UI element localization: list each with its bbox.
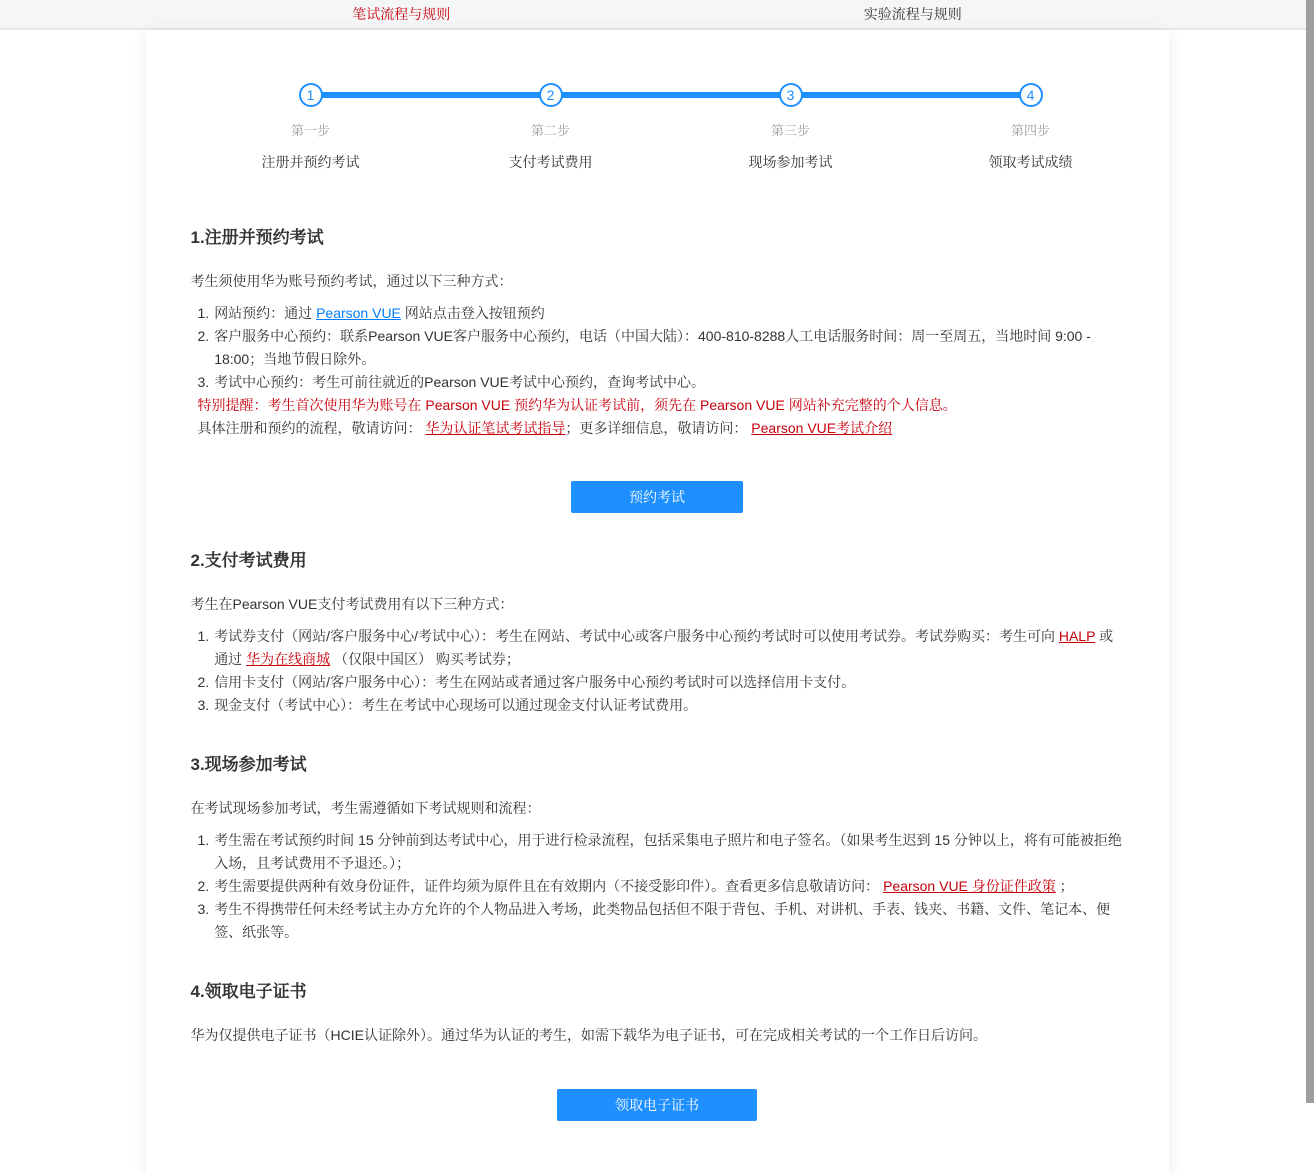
step-2-name: 支付考试费用 xyxy=(508,154,593,170)
list-item-text: 考生不得携带任何未经考试主办方允许的个人物品进入考场，此类物品包括但不限于背包、手机、对讲机、手表、钱夹、书籍、文件、笔记本、便签、纸张等。 xyxy=(214,901,1111,940)
list-item xyxy=(198,671,1124,694)
section-3-intro: 在考试现场参加考试，考生需遵循如下考试规则和流程： xyxy=(190,800,541,816)
huawei-online-store-link[interactable]: 华为在线商城 xyxy=(246,651,331,667)
scrollbar[interactable] xyxy=(1306,0,1314,1103)
tab-written-exam-process[interactable]: 笔试流程与规则 xyxy=(352,6,451,22)
text-segment: 考试券支付（网站/客户服务中心/考试中心）：考生在网站、考试中心或客户服务中心预约考试时可以使用考试券。考试券购买：考生可向 xyxy=(214,628,1059,644)
get-certificate-button[interactable]: 领取电子证书 xyxy=(557,1089,757,1121)
text-segment: 或通过 xyxy=(214,628,1114,667)
step-2 xyxy=(431,83,671,172)
text-segment: 考生需要提供两种有效身份证件，证件均须为原件且在有效期内（不接受影印件）。查看更多信息敬请访问： xyxy=(214,878,884,894)
step-4 xyxy=(911,83,1151,172)
content-card xyxy=(146,30,1169,1174)
list-item-text xyxy=(214,625,1123,671)
list-item-number: 1. xyxy=(197,305,210,321)
section-1-intro: 考生须使用华为账号预约考试，通过以下三种方式： xyxy=(190,273,513,289)
step-2-label: 第二步 xyxy=(530,123,570,138)
text-segment: 具体注册和预约的流程，敬请访问： xyxy=(197,420,426,436)
book-exam-button[interactable]: 预约考试 xyxy=(571,481,743,513)
section-1-list xyxy=(198,302,1124,394)
list-item xyxy=(198,875,1124,898)
exam-steps-progress xyxy=(191,83,1151,172)
step-3 xyxy=(671,83,911,172)
stepper-circles-row xyxy=(191,83,1151,172)
list-item-text: 考生需在考试预约时间 15 分钟前到达考试中心，用于进行检录流程，包括采集电子照片和电子签名。（如果考生迟到 15 分钟以上，将有可能被拒绝入场，且考试费用不予退还。）； xyxy=(214,832,1122,871)
step-1-circle: 1 xyxy=(299,83,323,107)
list-item-text xyxy=(214,302,1123,325)
id-policy-link[interactable]: Pearson VUE 身份证件政策 xyxy=(883,878,1056,894)
section-4-intro: 华为仅提供电子证书（HCIE认证除外）。通过华为认证的考生，如需下载华为电子证书，可在完成相关考试的一个工作日后访问。 xyxy=(190,1027,987,1043)
list-item-number: 3. xyxy=(197,374,210,390)
list-item-text xyxy=(214,875,1123,898)
step-3-label: 第三步 xyxy=(770,123,810,138)
text-segment: ； xyxy=(1055,878,1074,894)
list-item xyxy=(198,898,1124,944)
list-item-number: 1. xyxy=(197,832,210,848)
text-segment: 网站预约：通过 xyxy=(214,305,317,321)
text-segment: ；更多详细信息，敬请访问： xyxy=(565,420,752,436)
special-reminder-text: 特别提醒：考生首次使用华为账号在 Pearson VUE 预约华为认证考试前，须先在 Pearson VUE 网站补充完整的个人信息。 xyxy=(197,397,957,413)
list-item xyxy=(198,829,1124,875)
list-item-number: 2. xyxy=(197,878,210,894)
section-4-heading: 4.领取电子证书 xyxy=(190,982,307,1001)
step-4-circle: 4 xyxy=(1019,83,1043,107)
top-tab-bar-inner xyxy=(146,0,1169,28)
text-segment: （仅限中国区） 购买考试券； xyxy=(330,651,520,667)
pearson-vue-link[interactable]: Pearson VUE xyxy=(316,305,401,321)
step-4-name: 领取考试成绩 xyxy=(988,154,1073,170)
list-item xyxy=(198,302,1124,325)
halp-link[interactable]: HALP xyxy=(1058,628,1096,644)
step-2-circle: 2 xyxy=(539,83,563,107)
list-item-number: 1. xyxy=(197,628,210,644)
step-4-label: 第四步 xyxy=(1010,123,1050,138)
step-1-name: 注册并预约考试 xyxy=(261,154,360,170)
list-item xyxy=(198,625,1124,671)
list-item-number: 2. xyxy=(197,674,210,690)
step-1-label: 第一步 xyxy=(290,123,330,138)
pearson-vue-intro-link[interactable]: Pearson VUE考试介绍 xyxy=(751,420,893,436)
step-3-circle: 3 xyxy=(779,83,803,107)
list-item-text: 客户服务中心预约：联系Pearson VUE客户服务中心预约，电话（中国大陆）：400-810-8288人工电话服务时间：周一至周五，当地时间 9:00 - 18:00；当地节假日除外。 xyxy=(214,328,1091,367)
list-item-text: 现金支付（考试中心）：考生在考试中心现场可以通过现金支付认证考试费用。 xyxy=(214,697,698,713)
registration-guide-line xyxy=(198,417,1124,440)
section-2-list xyxy=(198,625,1124,717)
section-1-heading: 1.注册并预约考试 xyxy=(190,228,324,247)
top-tab-bar xyxy=(0,0,1314,30)
written-exam-guide-link[interactable]: 华为认证笔试考试指导 xyxy=(425,420,566,436)
list-item-number: 3. xyxy=(197,697,210,713)
tab-lab-exam-process[interactable]: 实验流程与规则 xyxy=(863,6,962,22)
text-segment: 网站点击登入按钮预约 xyxy=(400,305,545,321)
list-item-text: 考试中心预约：考生可前往就近的Pearson VUE考试中心预约，查询考试中心。 xyxy=(214,374,706,390)
list-item-number: 2. xyxy=(197,328,210,344)
section-3-heading: 3.现场参加考试 xyxy=(190,755,307,774)
section-2-heading: 2.支付考试费用 xyxy=(190,551,307,570)
list-item xyxy=(198,371,1124,394)
list-item xyxy=(198,694,1124,717)
section-2-intro: 考生在Pearson VUE支付考试费用有以下三种方式： xyxy=(190,596,514,612)
list-item xyxy=(198,325,1124,371)
step-1 xyxy=(191,83,431,172)
list-item-text: 信用卡支付（网站/客户服务中心）：考生在网站或者通过客户服务中心预约考试时可以选择信用卡支付。 xyxy=(214,674,856,690)
step-3-name: 现场参加考试 xyxy=(748,154,833,170)
list-item-number: 3. xyxy=(197,901,210,917)
section-3-list xyxy=(198,829,1124,944)
